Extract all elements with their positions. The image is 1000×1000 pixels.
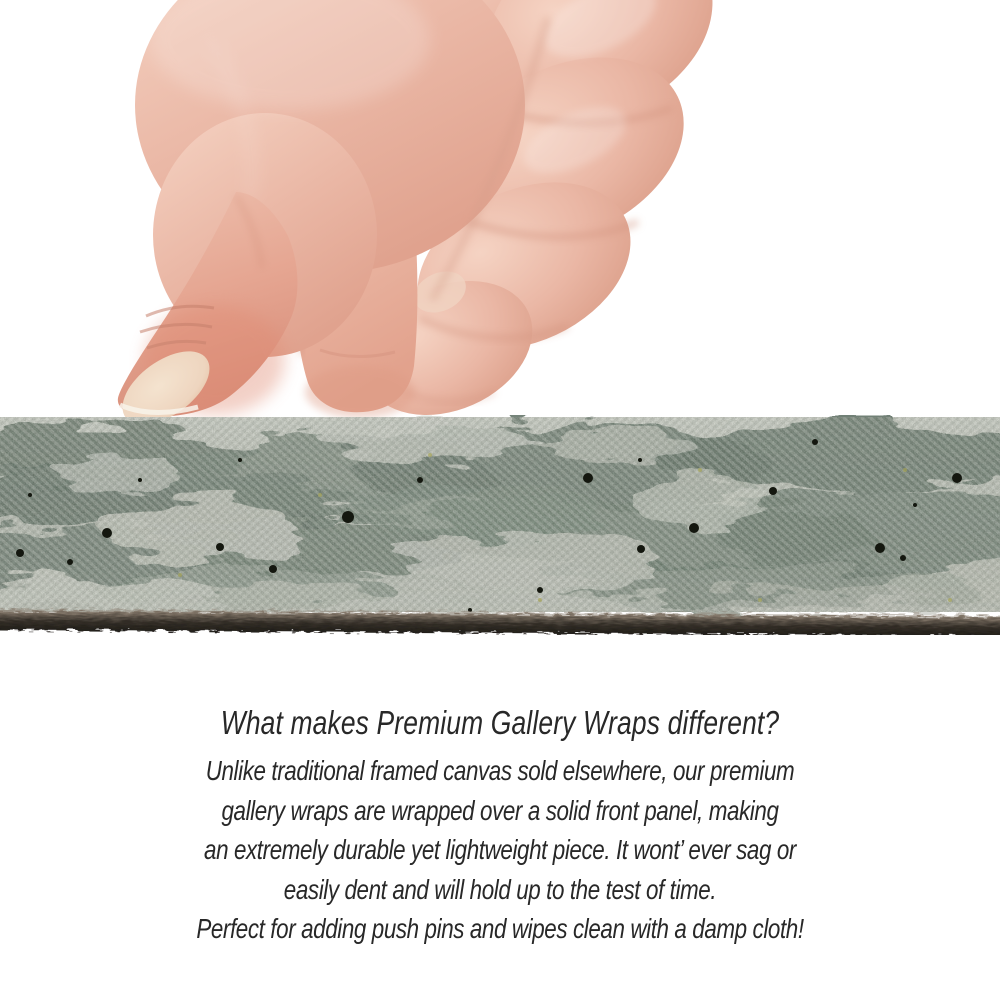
canvas-edge-photo [0,415,1000,635]
body-line-5: Perfect for adding push pins and wipes clean with a damp cloth! [196,913,804,944]
headline: What makes Premium Gallery Wraps different? [220,704,780,741]
body-line-2: gallery wraps are wrapped over a solid front panel, making [221,794,779,826]
caption-block [100,701,900,949]
hand-photo [0,0,1000,420]
body-line-4: easily dent and will hold up to the test of time. [283,873,717,905]
body-line-1: Unlike traditional framed canvas sold elsewhere, our premium [205,755,795,786]
body-line-3: an extremely durable yet lightweight piece. It wont’ ever sag or [204,834,796,865]
